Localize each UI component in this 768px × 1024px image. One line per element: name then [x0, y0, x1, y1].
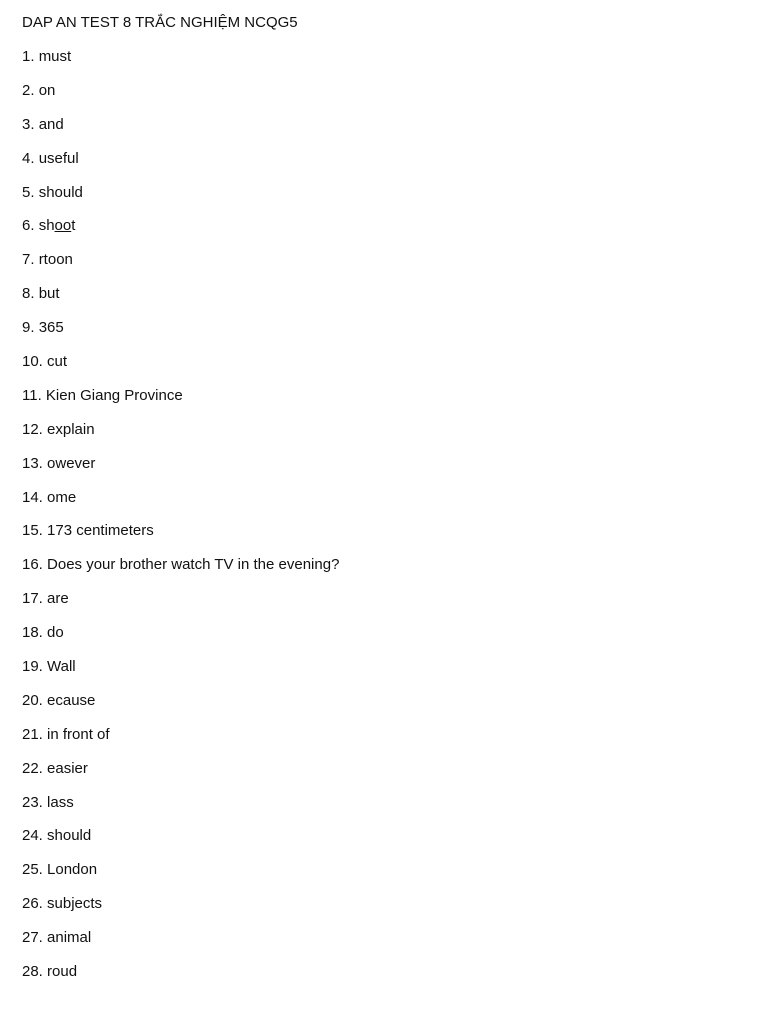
- answer-item-5: [22, 184, 748, 202]
- answer-text: roud: [47, 963, 78, 981]
- answer-number: 19.: [22, 658, 43, 676]
- answer-item-21: [22, 726, 748, 744]
- answer-item-23: [22, 794, 748, 812]
- answer-item-9: [22, 319, 748, 337]
- answer-text: but: [38, 285, 60, 303]
- answer-item-18: [22, 624, 748, 642]
- answer-text: and: [38, 115, 64, 133]
- answer-text-post: t: [71, 217, 76, 235]
- answer-item-26: [22, 895, 748, 913]
- answer-text: should: [38, 183, 83, 201]
- answer-item-14: [22, 489, 748, 507]
- document-page: [22, 14, 748, 997]
- answer-text-pre: sh: [38, 217, 55, 235]
- answer-number: 5.: [22, 183, 35, 201]
- answer-text: Does your brother watch TV in the evening?: [47, 556, 340, 574]
- answer-number: 16.: [22, 556, 43, 574]
- answer-number: 9.: [22, 319, 35, 337]
- answer-item-28: [22, 963, 748, 981]
- answer-number: 15.: [22, 522, 43, 540]
- answer-text: 173 centimeters: [47, 522, 154, 540]
- answer-number: 21.: [22, 725, 43, 743]
- answer-number: 23.: [22, 793, 43, 811]
- answer-item-2: [22, 82, 748, 100]
- answer-text: rtoon: [38, 251, 73, 269]
- answer-number: 14.: [22, 488, 43, 506]
- answer-item-12: [22, 421, 748, 439]
- answer-item-24: [22, 827, 748, 845]
- answer-text: in front of: [47, 725, 110, 743]
- answer-number: 6.: [22, 217, 35, 235]
- answer-number: 26.: [22, 895, 43, 913]
- answer-text: animal: [47, 929, 92, 947]
- answer-item-3: [22, 116, 748, 134]
- answer-number: 10.: [22, 353, 43, 371]
- answer-item-17: [22, 590, 748, 608]
- answer-number: 12.: [22, 420, 43, 438]
- answer-text: useful: [38, 149, 79, 167]
- answer-number: 2.: [22, 81, 35, 99]
- answer-item-13: [22, 455, 748, 473]
- answer-item-25: [22, 861, 748, 879]
- answer-number: 11.: [22, 386, 42, 404]
- answer-text: ome: [47, 488, 77, 506]
- answer-number: 20.: [22, 691, 43, 709]
- answer-item-10: [22, 353, 748, 371]
- answer-text: do: [47, 624, 64, 642]
- answer-number: 27.: [22, 929, 43, 947]
- answer-item-11: [22, 387, 748, 405]
- answer-text: 365: [38, 319, 64, 337]
- answer-text: owever: [47, 454, 96, 472]
- answer-item-15: [22, 522, 748, 540]
- answer-item-7: [22, 251, 748, 269]
- answer-item-16: [22, 556, 748, 574]
- answer-text: cut: [47, 353, 68, 371]
- answer-text: are: [47, 590, 69, 608]
- answer-text: ecause: [47, 691, 96, 709]
- answer-text: on: [38, 81, 56, 99]
- answer-item-27: [22, 929, 748, 947]
- answer-item-1: [22, 48, 748, 66]
- answer-item-19: [22, 658, 748, 676]
- answer-list: [22, 48, 748, 981]
- answer-text-underlined: oo: [54, 217, 72, 235]
- answer-text: lass: [47, 793, 74, 811]
- answer-text: easier: [47, 759, 88, 777]
- answer-number: 7.: [22, 251, 35, 269]
- answer-number: 22.: [22, 759, 43, 777]
- answer-text: should: [47, 827, 92, 845]
- answer-number: 17.: [22, 590, 43, 608]
- answer-number: 8.: [22, 285, 35, 303]
- answer-text: explain: [47, 420, 95, 438]
- answer-number: 24.: [22, 827, 43, 845]
- answer-number: 4.: [22, 149, 35, 167]
- answer-item-20: [22, 692, 748, 710]
- answer-text: subjects: [47, 895, 103, 913]
- answer-item-4: [22, 150, 748, 168]
- answer-text: Wall: [47, 658, 76, 676]
- answer-text: London: [47, 861, 98, 879]
- answer-number: 13.: [22, 454, 43, 472]
- answer-item-8: [22, 285, 748, 303]
- answer-item-22: [22, 760, 748, 778]
- answer-number: 18.: [22, 624, 43, 642]
- answer-text: must: [38, 48, 72, 65]
- answer-number: 28.: [22, 963, 43, 981]
- answer-text: Kien Giang Province: [45, 386, 183, 404]
- document-title: DAP AN TEST 8 TRẮC NGHIỆM NCQG5: [22, 14, 298, 31]
- answer-text: [39, 217, 76, 234]
- answer-item-6: [22, 217, 748, 235]
- answer-number: 25.: [22, 861, 43, 879]
- answer-number: 3.: [22, 115, 35, 133]
- answer-number: 1.: [22, 48, 35, 65]
